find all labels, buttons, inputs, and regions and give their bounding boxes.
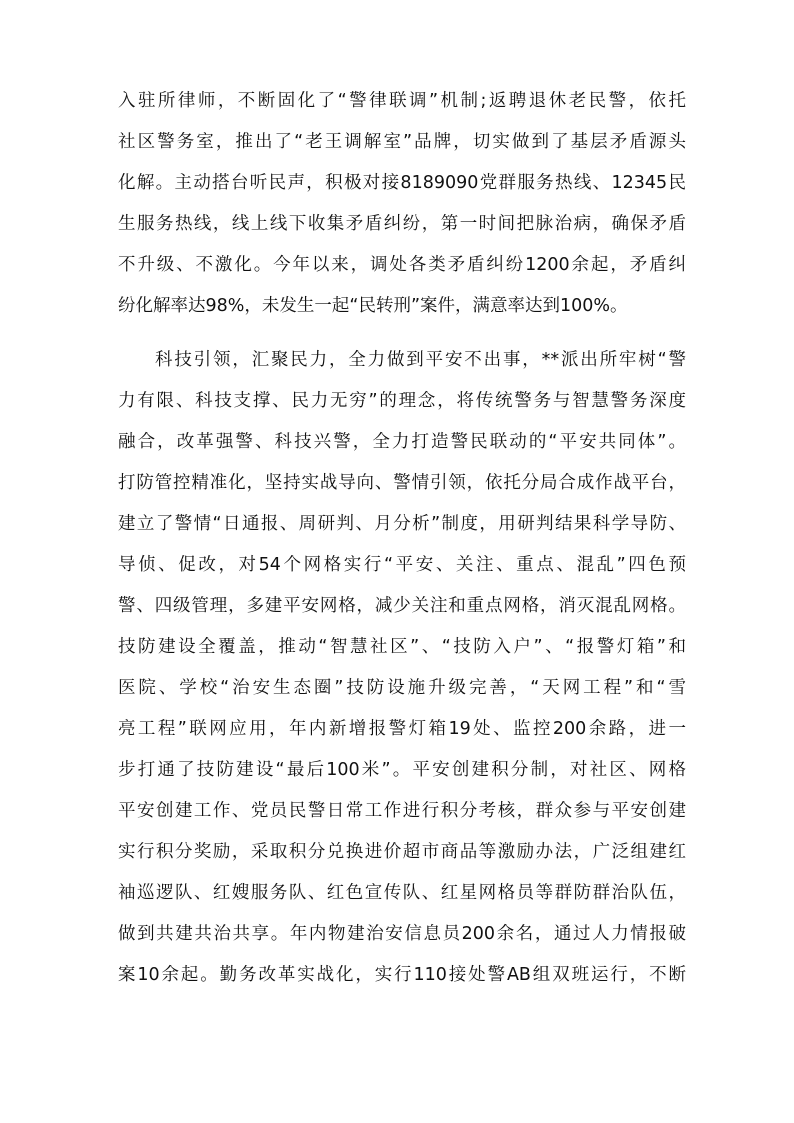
- text-line: 做到共建共治共享。年内物建治安信息员200余名，通过人力情报破: [118, 924, 686, 944]
- text-line: 打防管控精准化，坚持实战导向、警情引领，依托分局合成作战平台，: [118, 473, 686, 493]
- text-line: 步打通了技防建设“最后100米”。平安创建积分制，对社区、网格: [118, 760, 686, 780]
- text-line: 警、四级管理，多建平安网格，减少关注和重点网格，消灭混乱网格。: [118, 596, 686, 616]
- text-line: 建立了警情“日通报、周研判、月分析”制度，用研判结果科学导防、: [118, 514, 686, 534]
- text-line: 实行积分奖励，采取积分兑换进价超市商品等激励办法，广泛组建红: [118, 842, 686, 862]
- text-line: 纷化解率达98%，未发生一起“民转刑”案件，满意率达到100%。: [118, 296, 628, 316]
- text-line: 生服务热线，线上线下收集矛盾纠纷，第一时间把脉治病，确保矛盾: [118, 214, 686, 234]
- text-line: 袖巡逻队、红嫂服务队、红色宣传队、红星网格员等群防群治队伍，: [118, 883, 686, 903]
- text-line: 入驻所律师，不断固化了“警律联调”机制;返聘退休老民警，依托: [118, 91, 686, 111]
- text-line: 融合，改革强警、科技兴警，全力打造警民联动的“平安共同体”。: [118, 432, 686, 452]
- text-line: 导侦、促改，对54个网格实行“平安、关注、重点、混乱”四色预: [118, 555, 686, 575]
- text-line: 社区警务室，推出了“老王调解室”品牌，切实做到了基层矛盾源头: [118, 132, 686, 152]
- text-line: 案10余起。勤务改革实战化，实行110接处警AB组双班运行，不断: [118, 965, 686, 985]
- text-line: 亮工程”联网应用，年内新增报警灯箱19处、监控200余路，进一: [118, 719, 686, 739]
- text-line: 科技引领，汇聚民力，全力做到平安不出事，**派出所牢树“警: [155, 350, 686, 370]
- text-line: 医院、学校“治安生态圈”技防设施升级完善，“天网工程”和“雪: [118, 678, 686, 698]
- text-line: 化解。主动搭台听民声，积极对接8189090党群服务热线、12345民: [118, 173, 686, 193]
- text-line: 平安创建工作、党员民警日常工作进行积分考核，群众参与平安创建: [118, 801, 686, 821]
- text-line: 技防建设全覆盖，推动“智慧社区”、“技防入户”、“报警灯箱”和: [118, 637, 686, 657]
- text-line: 不升级、不激化。今年以来，调处各类矛盾纠纷1200余起，矛盾纠: [118, 255, 686, 275]
- text-line: 力有限、科技支撑、民力无穷”的理念，将传统警务与智慧警务深度: [118, 391, 686, 411]
